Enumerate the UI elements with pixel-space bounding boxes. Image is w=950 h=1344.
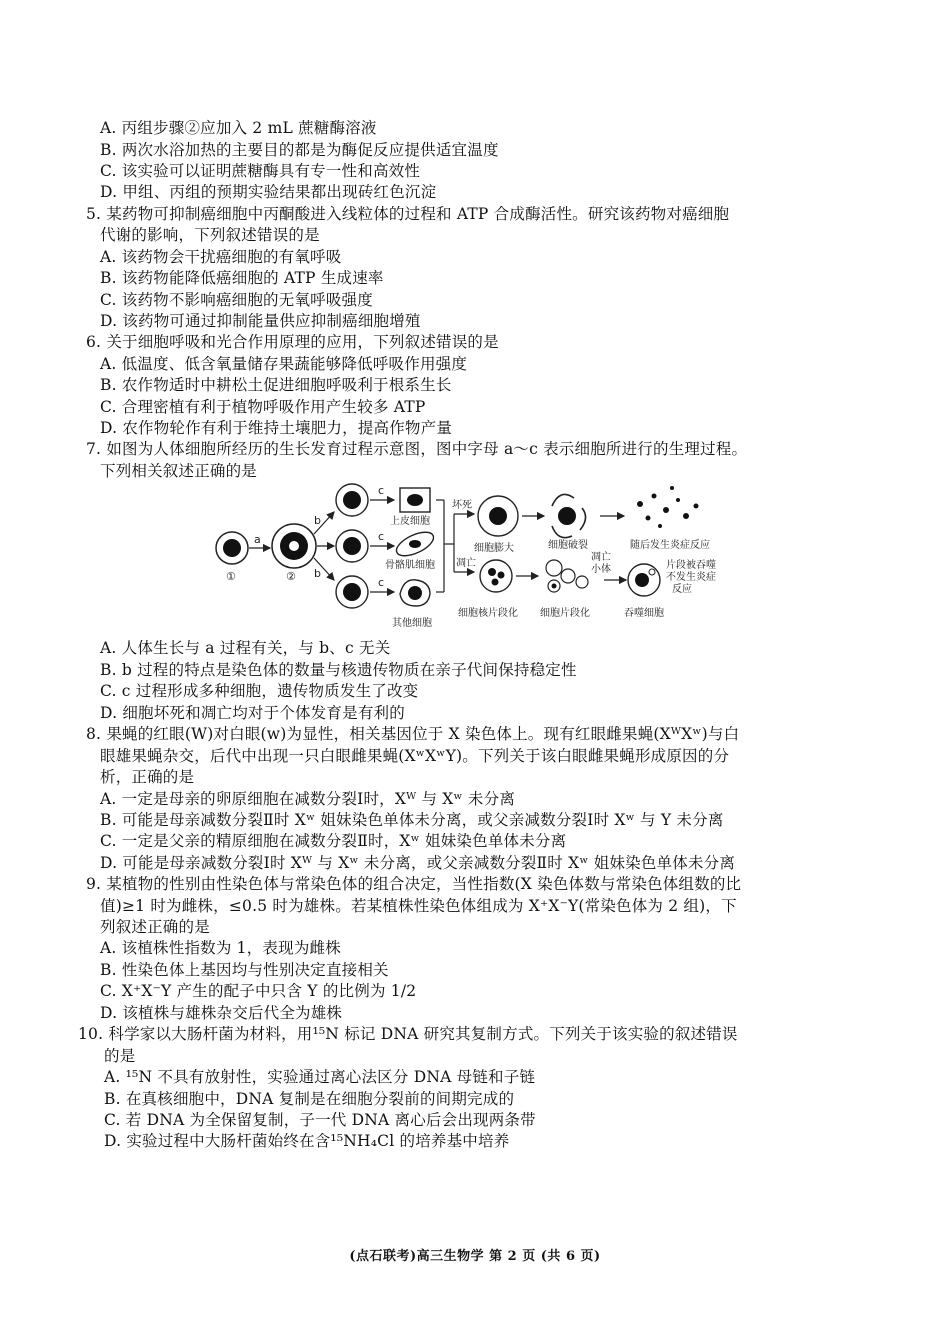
other-cell-icon bbox=[400, 580, 430, 606]
label-c-bottom: c bbox=[378, 576, 385, 589]
apoptotic-body-icon bbox=[546, 560, 588, 592]
q8-option-b: B. 可能是母亲减数分裂Ⅱ时 Xʷ 姐妹染色单体未分离，或父亲减数分裂Ⅰ时 Xʷ 与 Y 未分离 bbox=[100, 811, 724, 829]
debris-icon bbox=[637, 486, 699, 528]
label-c-middle: c bbox=[378, 530, 385, 543]
q7-option-b: B. b 过程的特点是染色体的数量与核遗传物质在亲子代间保持稳定性 bbox=[100, 661, 577, 679]
q10-option-b: B. 在真核细胞中，DNA 复制是在细胞分裂前的间期完成的 bbox=[104, 1090, 515, 1108]
cell-rupture-label: 细胞破裂 bbox=[548, 540, 588, 551]
q8-stem-line1: 8. 果蝇的红眼(W)对白眼(w)为显性，相关基因位于 X 染色体上。现有红眼雌果蝇(XᵂXʷ)与白 bbox=[86, 725, 740, 743]
skeletal-muscle-cell-label: 骨骼肌细胞 bbox=[385, 560, 435, 571]
page-footer: (点石联考)高三生物学 第 2 页 (共 6 页) bbox=[349, 1249, 601, 1264]
nuclear-fragment-cell-icon bbox=[480, 560, 512, 592]
q7-option-c: C. c 过程形成多种细胞，遗传物质发生了改变 bbox=[100, 682, 419, 700]
cell-development-diagram bbox=[210, 476, 740, 634]
q5-option-b: B. 该药物能降低癌细胞的 ATP 生成速率 bbox=[100, 269, 384, 287]
q9-stem-line3: 列叙述正确的是 bbox=[100, 918, 210, 936]
cell-1-label: ① bbox=[226, 570, 236, 583]
q6-option-a: A. 低温度、低含氧量储存果蔬能够降低呼吸作用强度 bbox=[100, 355, 468, 373]
q7-option-d: D. 细胞坏死和凋亡均对于个体发育是有利的 bbox=[100, 704, 405, 722]
engulfed-label-1: 片段被吞噬 bbox=[666, 560, 716, 571]
label-c-top: c bbox=[378, 484, 385, 497]
q4-option-b: B. 两次水浴加热的主要目的都是为酶促反应提供适宜温度 bbox=[100, 141, 499, 159]
q5-option-a: A. 该药物会干扰癌细胞的有氧呼吸 bbox=[100, 248, 342, 266]
q9-option-b: B. 性染色体上基因均与性别决定直接相关 bbox=[100, 961, 389, 979]
q10-stem-line2: 的是 bbox=[104, 1047, 136, 1065]
q6-option-b: B. 农作物适时中耕松土促进细胞呼吸利于根系生长 bbox=[100, 376, 452, 394]
cell-2-icon bbox=[272, 524, 316, 568]
q10-option-c: C. 若 DNA 为全保留复制，子一代 DNA 离心后会出现两条带 bbox=[104, 1111, 536, 1129]
cell-2-label: ② bbox=[286, 570, 296, 583]
q6-option-d: D. 农作物轮作有利于维持土壤肥力，提高作物产量 bbox=[100, 419, 453, 437]
apoptosis-label: 凋亡 bbox=[456, 558, 476, 569]
q9-stem-line2: 值)≥1 时为雌株，≤0.5 时为雄株。若某植株性染色体组成为 X⁺X⁻Y(常染色体为 2 组)，下 bbox=[100, 897, 737, 915]
q8-option-c: C. 一定是父亲的精原细胞在减数分裂Ⅱ时，Xʷ 姐妹染色单体未分离 bbox=[100, 832, 567, 850]
q8-stem-line2: 眼雄果蝇杂交，后代中出现一只白眼雌果蝇(XʷXʷY)。下列关于该白眼雌果蝇形成原因的分 bbox=[100, 747, 730, 765]
daughter-cell-top-icon bbox=[336, 484, 368, 516]
q10-stem-line1: 10. 科学家以大肠杆菌为材料，用¹⁵N 标记 DNA 研究其复制方式。下列关于该实验的叙述错误 bbox=[78, 1025, 738, 1043]
q7-stem-line2: 下列相关叙述正确的是 bbox=[100, 462, 258, 480]
q5-stem-line1: 5. 某药物可抑制癌细胞中丙酮酸进入线粒体的过程和 ATP 合成酶活性。研究该药物对癌细胞 bbox=[86, 205, 730, 223]
necrosis-label: 坏死 bbox=[452, 500, 472, 511]
daughter-cell-middle-icon bbox=[336, 530, 368, 562]
q4-option-d: D. 甲组、丙组的预期实验结果都出现砖红色沉淀 bbox=[100, 183, 437, 201]
engulfed-label-2: 不发生炎症 bbox=[666, 572, 716, 583]
q7-option-a: A. 人体生长与 a 过程有关，与 b、c 无关 bbox=[100, 639, 391, 657]
phagocyte-label: 吞噬细胞 bbox=[624, 608, 664, 619]
q8-stem-line3: 析，正确的是 bbox=[100, 768, 195, 786]
epithelial-cell-icon bbox=[400, 488, 430, 512]
q10-option-d: D. 实验过程中大肠杆菌始终在含¹⁵NH₄Cl 的培养基中培养 bbox=[104, 1132, 510, 1150]
apoptotic-body-label-2: 小体 bbox=[591, 564, 611, 575]
q5-option-c: C. 该药物不影响癌细胞的无氧呼吸强度 bbox=[100, 291, 373, 309]
q8-option-a: A. 一定是母亲的卵原细胞在减数分裂Ⅰ时，Xᵂ 与 Xʷ 未分离 bbox=[100, 790, 516, 808]
q10-option-a: A. ¹⁵N 不具有放射性，实验通过离心法区分 DNA 母链和子链 bbox=[104, 1068, 536, 1086]
label-b-upper: b bbox=[314, 514, 321, 527]
q6-option-c: C. 合理密植有利于植物呼吸作用产生较多 ATP bbox=[100, 398, 426, 416]
daughter-cell-bottom-icon bbox=[336, 576, 368, 608]
swollen-cell-icon bbox=[478, 496, 518, 536]
apoptotic-body-label-1: 凋亡 bbox=[591, 552, 611, 563]
cell-fragmentation-label: 细胞片段化 bbox=[540, 608, 590, 619]
cell-swelling-label: 细胞膨大 bbox=[474, 543, 514, 554]
label-a: a bbox=[254, 533, 261, 546]
q5-option-d: D. 该药物可通过抑制能量供应抑制癌细胞增殖 bbox=[100, 312, 421, 330]
inflammation-label: 随后发生炎症反应 bbox=[630, 540, 710, 551]
phagocyte-icon bbox=[628, 564, 660, 596]
engulfed-label-3: 反应 bbox=[672, 584, 692, 595]
q8-option-d: D. 可能是母亲减数分裂Ⅰ时 Xᵂ 与 Xʷ 未分离，或父亲减数分裂Ⅱ时 Xʷ 姐妹染色单体未分离 bbox=[100, 854, 736, 872]
other-cell-label: 其他细胞 bbox=[392, 618, 432, 629]
ruptured-cell-icon bbox=[552, 494, 586, 537]
q9-option-a: A. 该植株性指数为 1，表现为雌株 bbox=[100, 939, 341, 957]
q4-option-a: A. 丙组步骤②应加入 2 mL 蔗糖酶溶液 bbox=[100, 119, 377, 137]
q9-option-d: D. 该植株与雄株杂交后代全为雄株 bbox=[100, 1004, 343, 1022]
q9-option-c: C. X⁺X⁻Y 产生的配子中只含 Y 的比例为 1/2 bbox=[100, 982, 417, 1000]
nuclear-fragmentation-label: 细胞核片段化 bbox=[458, 608, 518, 619]
q5-stem-line2: 代谢的影响，下列叙述错误的是 bbox=[100, 226, 320, 244]
q7-stem-line1: 7. 如图为人体细胞所经历的生长发育过程示意图，图中字母 a～c 表示细胞所进行的生理过程。 bbox=[86, 440, 748, 458]
q4-option-c: C. 该实验可以证明蔗糖酶具有专一性和高效性 bbox=[100, 162, 421, 180]
label-b-lower: b bbox=[314, 567, 321, 580]
cell-1-icon bbox=[216, 532, 248, 564]
epithelial-cell-label: 上皮细胞 bbox=[390, 516, 430, 527]
skeletal-muscle-cell-icon bbox=[393, 527, 437, 560]
q6-stem: 6. 关于细胞呼吸和光合作用原理的应用，下列叙述错误的是 bbox=[86, 333, 499, 351]
q9-stem-line1: 9. 某植物的性别由性染色体与常染色体的组合决定，当性指数(X 染色体数与常染色体组数的比 bbox=[86, 875, 742, 893]
